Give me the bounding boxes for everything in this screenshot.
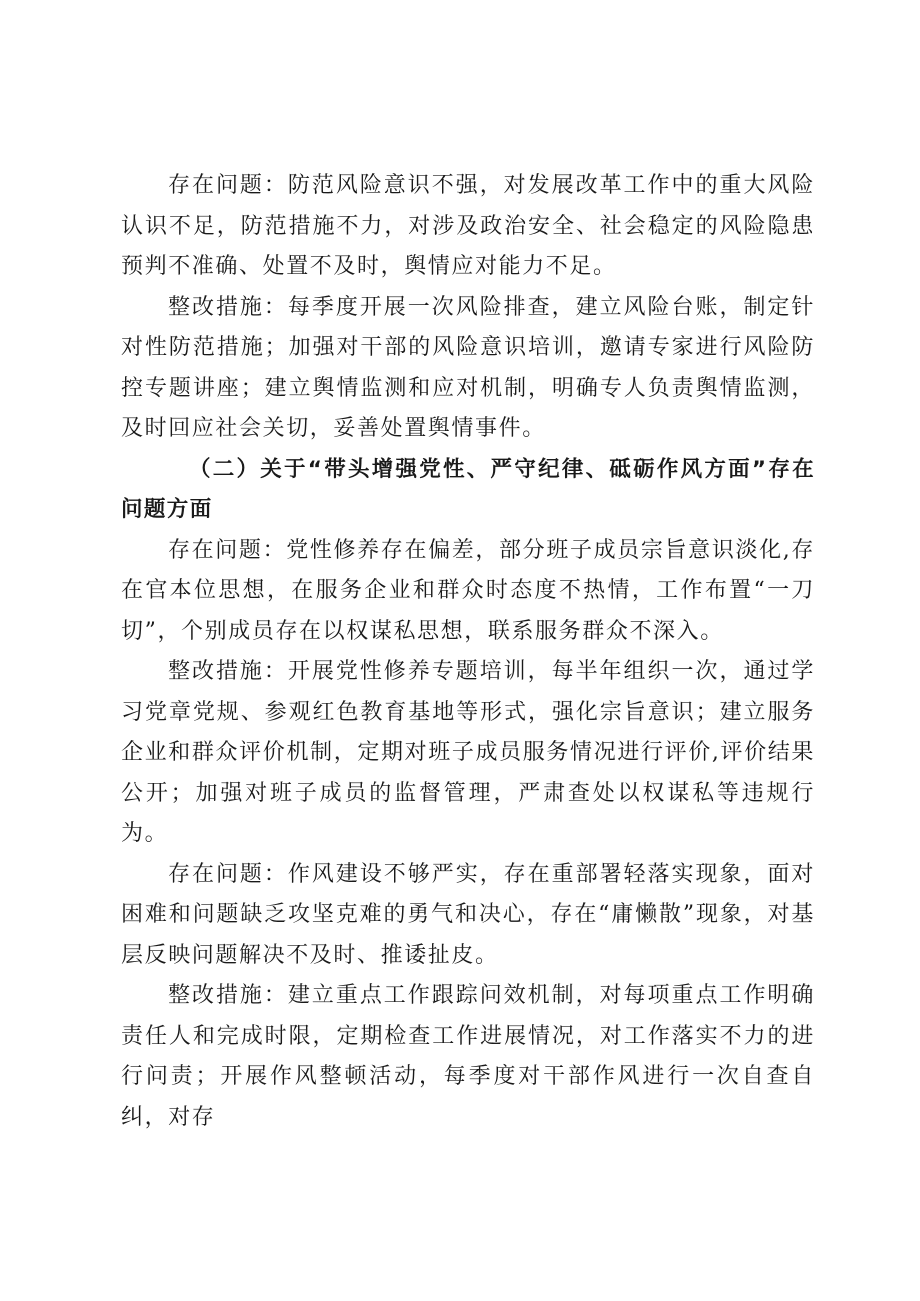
paragraph-party-problem: 存在问题：党性修养存在偏差，部分班子成员宗旨意识淡化,存在官本位思想，在服务企业和群众时态度不热情，工作布置“一刀切”，个别成员存在以权谋私思想，联系服务群众不深入。 xyxy=(121,537,815,644)
paragraph-risk-problem: 存在问题：防范风险意识不强，对发展改革工作中的重大风险认识不足，防范措施不力，对涉及政治安全、社会稳定的风险隐患预判不准确、处置不及时，舆情应对能力不足。 xyxy=(121,173,815,279)
document-page xyxy=(121,166,815,1138)
paragraph-style-measures: 整改措施：建立重点工作跟踪问效机制，对每项重点工作明确责任人和完成时限，定期检查工作进展情况，对工作落实不力的进行问责；开展作风整顿活动，每季度对干部作风进行一次自查自纠，对存 xyxy=(121,983,815,1130)
section-heading: （二）关于“带头增强党性、严守纪律、砥砺作风方面”存在问题方面 xyxy=(121,456,815,522)
paragraph-style-problem: 存在问题：作风建设不够严实，存在重部署轻落实现象，面对困难和问题缺乏攻坚克难的勇气和决心，存在“庸懒散”现象，对基层反映问题解决不及时、推诿扯皮。 xyxy=(121,861,815,968)
paragraph-party-measures: 整改措施：开展党性修养专题培训，每半年组织一次，通过学习党章党规、参观红色教育基地等形式，强化宗旨意识；建立服务企业和群众评价机制，定期对班子成员服务情况进行评价,评价结果公开；加强对班子成员的监督管理，严肃查处以权谋私等违规行为。 xyxy=(121,659,815,846)
paragraph-risk-measures: 整改措施：每季度开展一次风险排查，建立风险台账，制定针对性防范措施；加强对干部的风险意识培训，邀请专家进行风险防控专题讲座；建立舆情监测和应对机制，明确专人负责舆情监测，及时回应社会关切，妥善处置舆情事件。 xyxy=(121,294,815,441)
